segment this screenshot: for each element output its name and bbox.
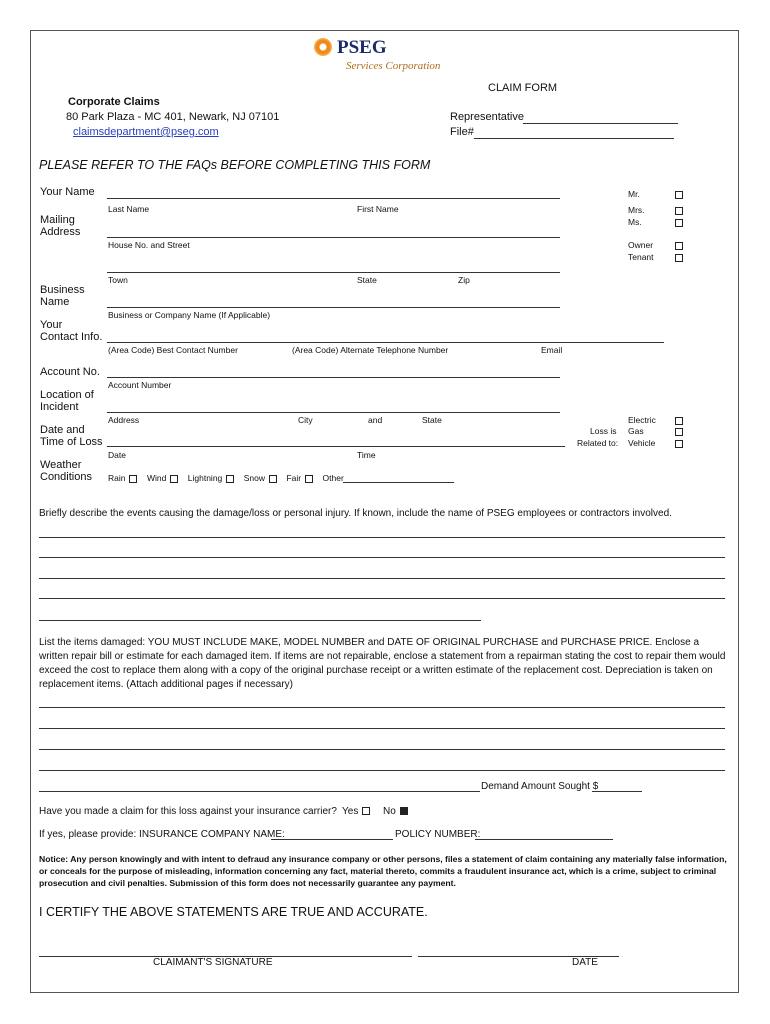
loss-electric-checkbox[interactable] (675, 417, 683, 425)
weather-snow-label: Snow (243, 473, 265, 483)
signature-label: CLAIMANT'S SIGNATURE (153, 957, 273, 968)
describe-line-2[interactable] (39, 557, 725, 558)
owner-checkbox[interactable] (675, 242, 683, 250)
label-mailing: Mailing (40, 214, 75, 226)
date-time-field[interactable] (107, 446, 565, 447)
label-your-name: Your Name (40, 186, 95, 198)
describe-prompt: Briefly describe the events causing the damage/loss or personal injury. If known, include the name of PSEG employees or contractors involved. (39, 508, 672, 519)
sublabel-city: City (298, 415, 313, 425)
weather-snow-checkbox[interactable] (269, 475, 277, 483)
legal-notice: Notice: Any person knowingly and with intent to defraud any insurance company or other persons, files a statement of claim containing any materially false information, or conceals for the purpose of misleading, information concerning any fact, material thereto, commits a fraudulent insurance act, which is a crime, subject to criminal prosecution and civil penalties. Submission of this form does not necessarily guarantee any payment. (39, 854, 727, 888)
logo-brand: PSEG (337, 37, 387, 58)
sublabel-house: House No. and Street (108, 240, 190, 250)
date-label: DATE (572, 957, 598, 968)
insurance-no-label: No (383, 806, 396, 817)
weather-rain-checkbox[interactable] (129, 475, 137, 483)
label-your: Your (40, 319, 63, 331)
street-field[interactable] (107, 237, 560, 238)
demand-amount-field[interactable] (592, 791, 642, 792)
weather-options (108, 473, 344, 483)
faq-notice: PLEASE REFER TO THE FAQs BEFORE COMPLETING THIS FORM (39, 158, 431, 172)
sublabel-first-name: First Name (357, 204, 399, 214)
form-title: CLAIM FORM (488, 82, 558, 94)
title-ms (628, 217, 642, 227)
insurance-yes-checkbox[interactable] (362, 807, 370, 815)
tenant-label: Tenant (628, 252, 654, 262)
title-mr (628, 189, 640, 199)
loss-vehicle-checkbox[interactable] (675, 440, 683, 448)
dept-email-link[interactable]: claimsdepartment@pseg.com (73, 126, 219, 138)
label-date-and: Date and (40, 424, 85, 436)
tenant (628, 252, 654, 262)
weather-other-label: Other (322, 473, 344, 483)
insurance-question: Have you made a claim for this loss against your insurance carrier? (39, 806, 337, 817)
insurance-no (383, 806, 408, 817)
demand-label: Demand Amount Sought $ (481, 781, 599, 792)
policy-number-label: POLICY NUMBER: (395, 829, 481, 840)
contact-field[interactable] (107, 342, 664, 343)
weather-fair-checkbox[interactable] (305, 475, 313, 483)
weather-wind-label: Wind (146, 473, 167, 483)
insurance-no-checkbox[interactable] (400, 807, 408, 815)
weather-wind-checkbox[interactable] (170, 475, 178, 483)
weather-other-field[interactable] (343, 482, 454, 483)
sublabel-town: Town (108, 275, 128, 285)
sublabel-inc-address: Address (108, 415, 140, 425)
sublabel-state: State (357, 275, 377, 285)
title-mrs-checkbox[interactable] (675, 207, 683, 215)
label-location-of: Location of (40, 389, 94, 401)
title-mr-checkbox[interactable] (675, 191, 683, 199)
insurance-yes-label: Yes (342, 806, 359, 817)
items-line-3[interactable] (39, 749, 725, 750)
label-time-of-loss: Time of Loss (40, 436, 103, 448)
label-business: Business (40, 284, 85, 296)
insurance-yes (342, 806, 370, 817)
label-account-no: Account No. (40, 366, 100, 378)
title-mrs-label: Mrs. (628, 205, 645, 215)
loss-gas-checkbox[interactable] (675, 428, 683, 436)
incident-location-field[interactable] (107, 412, 560, 413)
label-incident: Incident (40, 401, 79, 413)
sublabel-alt-phone: (Area Code) Alternate Telephone Number (292, 345, 449, 355)
sublabel-last-name: Last Name (108, 204, 150, 214)
account-number-field[interactable] (107, 377, 560, 378)
title-mrs (628, 205, 645, 215)
title-ms-checkbox[interactable] (675, 219, 683, 227)
owner (628, 240, 653, 250)
loss-electric-label: Electric (628, 415, 656, 425)
weather-rain-label: Rain (108, 473, 126, 483)
weather-lightning-label: Lightning (187, 473, 223, 483)
label-name: Name (40, 296, 70, 308)
dept-address: 80 Park Plaza - MC 401, Newark, NJ 07101 (66, 111, 280, 123)
policy-number-field[interactable] (475, 839, 613, 840)
tenant-checkbox[interactable] (675, 254, 683, 262)
logo-subtitle: Services Corporation (346, 60, 441, 72)
sublabel-best-phone: (Area Code) Best Contact Number (108, 345, 238, 355)
describe-line-4[interactable] (39, 598, 725, 599)
sublabel-inc-state: State (422, 415, 442, 425)
insurance-company-label: If yes, please provide: INSURANCE COMPANY NAME: (39, 829, 285, 840)
describe-line-5[interactable] (39, 620, 481, 621)
insurance-company-field[interactable] (271, 839, 393, 840)
items-line-1[interactable] (39, 707, 725, 708)
label-conditions: Conditions (40, 471, 92, 483)
town-state-zip-field[interactable] (107, 272, 560, 273)
weather-fair-label: Fair (286, 473, 302, 483)
weather-lightning-checkbox[interactable] (226, 475, 234, 483)
sublabel-date: Date (108, 450, 126, 460)
name-field[interactable] (107, 198, 560, 199)
title-mr-label: Mr. (628, 189, 640, 199)
certify-statement: I CERTIFY THE ABOVE STATEMENTS ARE TRUE AND ACCURATE. (39, 905, 428, 919)
items-line-5[interactable] (39, 791, 480, 792)
describe-line-1[interactable] (39, 537, 725, 538)
items-line-2[interactable] (39, 728, 725, 729)
representative-field[interactable] (523, 123, 678, 124)
dept-name: Corporate Claims (68, 96, 160, 108)
sublabel-account: Account Number (108, 380, 172, 390)
representative-label: Representative (450, 111, 524, 123)
loss-is-label: Loss is (590, 426, 617, 436)
related-to-label: Related to: (577, 438, 619, 448)
items-prompt: List the items damaged: YOU MUST INCLUDE MAKE, MODEL NUMBER and DATE OF ORIGINAL PURCHASE and PURCHASE PRICE. Enclose a written repair bill or estimate for each damaged item. If items are not repairable, enclose a statement from a repairman stating the cost to repair them would exceed the cost to replace them along with a copy of the original purchase receipt or a written estimate of the replacement cost. Depreciation is taken on replacement items. (Attach additional pages if necessary) (39, 637, 726, 690)
loss-gas-label: Gas (628, 426, 644, 436)
sublabel-business: Business or Company Name (If Applicable) (108, 310, 271, 320)
label-weather: Weather (40, 459, 82, 471)
sublabel-and: and (368, 415, 383, 425)
loss-vehicle-label: Vehicle (628, 438, 656, 448)
label-contact-info: Contact Info. (40, 331, 103, 343)
sublabel-email: Email (541, 345, 563, 355)
sublabel-time: Time (357, 450, 376, 460)
pseg-logo-icon (314, 38, 332, 56)
describe-line-3[interactable] (39, 578, 725, 579)
title-ms-label: Ms. (628, 217, 642, 227)
owner-label: Owner (628, 240, 654, 250)
sublabel-zip: Zip (458, 275, 470, 285)
business-name-field[interactable] (107, 307, 560, 308)
items-line-4[interactable] (39, 770, 725, 771)
file-label: File# (450, 126, 474, 138)
file-field[interactable] (474, 138, 674, 139)
label-address: Address (40, 226, 81, 238)
